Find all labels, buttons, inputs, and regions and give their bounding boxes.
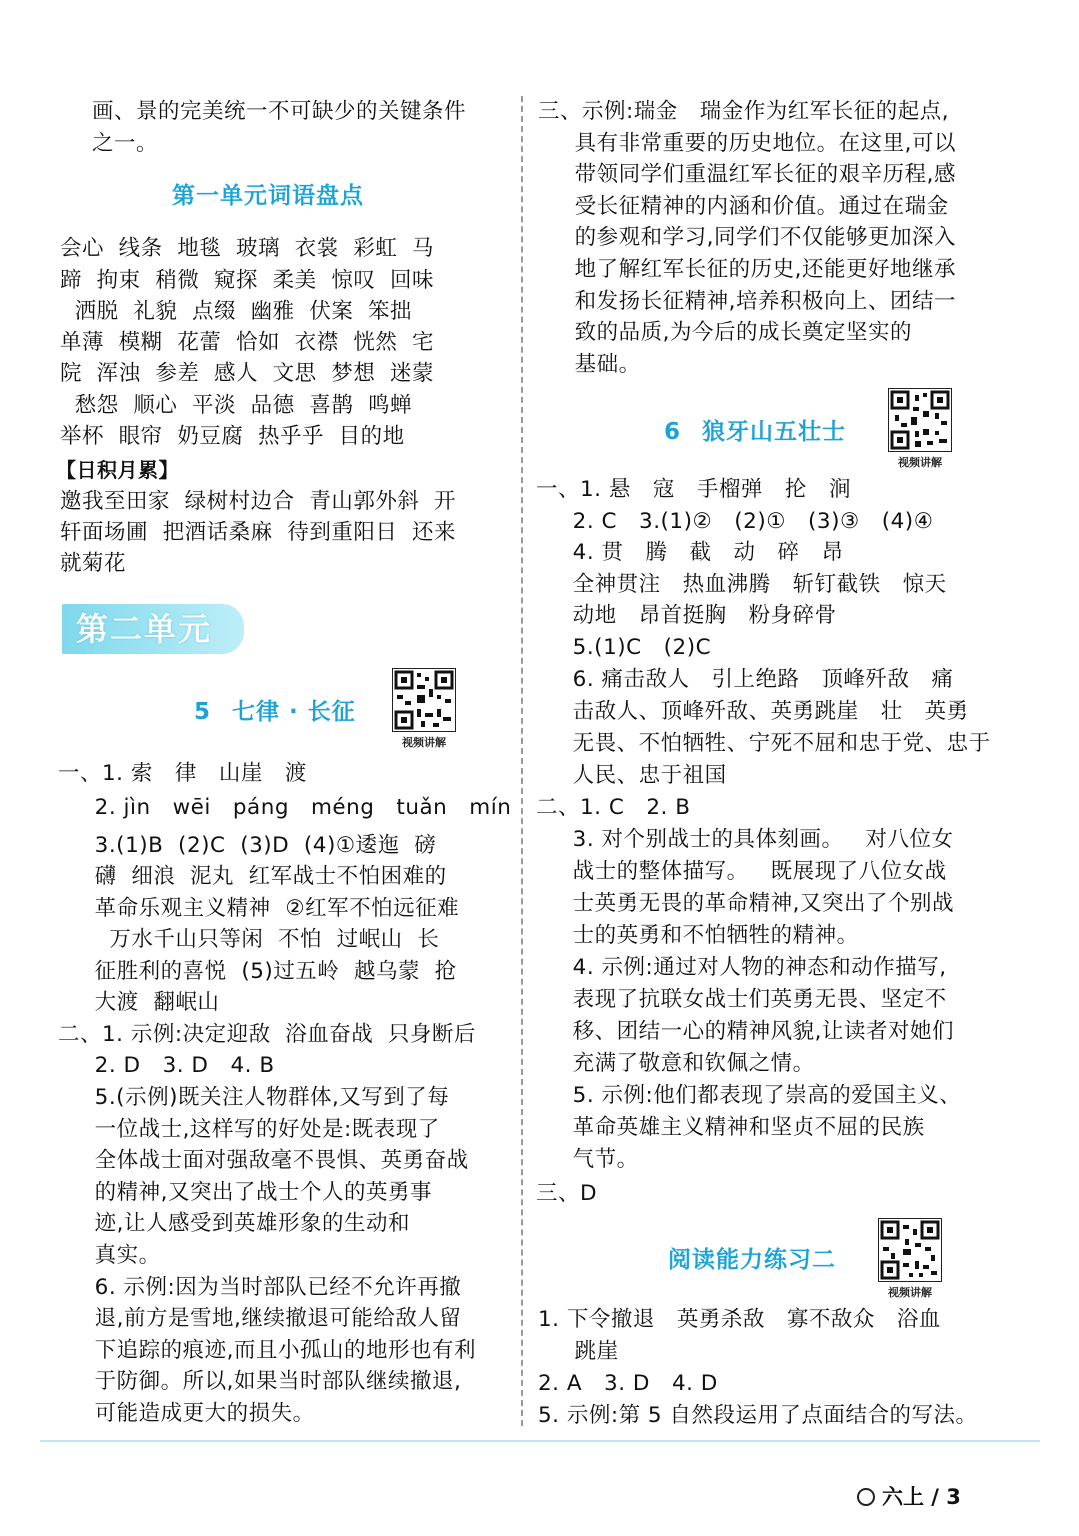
vocab-line: 举杯 眼帘 奶豆腐 热乎乎 目的地 <box>60 424 405 449</box>
answer-line: 大渡 翻岷山 <box>58 990 220 1015</box>
book-badge-icon <box>857 1488 875 1506</box>
answer-line: 一、1. 索 律 山崖 渡 <box>58 761 307 786</box>
answer-line: 全体战士面对强敌毫不畏惧、英勇奋战 <box>58 1148 469 1173</box>
answer-line: 一位战士,这样写的好处是:既表现了 <box>58 1117 440 1142</box>
qr-label: 视频讲解 <box>888 1286 932 1299</box>
vocab-line: 洒脱 礼貌 点缀 幽雅 伏案 笨拙 <box>60 299 413 324</box>
vocab-line: 蹄 拘束 稍微 窥探 柔美 惊叹 回味 <box>60 268 435 293</box>
answer-line: 三、D <box>536 1181 598 1206</box>
qr-code-icon[interactable] <box>888 388 952 452</box>
intro-line: 之一。 <box>92 131 159 156</box>
answer-line: 2. D 3. D 4. B <box>58 1053 275 1078</box>
answer-line: 下追踪的痕迹,而且小孤山的地形也有利 <box>58 1338 477 1363</box>
answer-line: 带领同学们重温红军长征的艰辛历程,感 <box>538 162 957 187</box>
accumulation-title: 【日积月累】 <box>56 458 179 482</box>
answer-line: 5. 示例:他们都表现了崇高的爱国主义、 <box>536 1083 962 1108</box>
answer-line: 受长征精神的内涵和价值。通过在瑞金 <box>538 194 949 219</box>
qr-label: 视频讲解 <box>898 456 942 469</box>
answer-line: 人民、忠于祖国 <box>536 763 727 788</box>
answer-line: 的参观和学习,同学们不仅能够更加深入 <box>538 225 957 250</box>
answer-line: 二、1. 示例:决定迎敌 浴血奋战 只身断后 <box>58 1022 476 1047</box>
answer-line: 3.(1)B (2)C (3)D (4)①逶迤 磅 <box>58 833 437 858</box>
answer-line: 二、1. C 2. B <box>536 795 691 820</box>
answer-line: 2. jìn wēi páng méng tuǎn mín <box>58 795 512 820</box>
answer-line: 5.(示例)既关注人物群体,又写到了每 <box>58 1085 450 1110</box>
answer-line: 6. 示例:因为当时部队已经不允许再撤 <box>58 1275 462 1300</box>
answer-line: 无畏、不怕牺牲、宁死不屈和忠于党、忠于 <box>536 731 991 756</box>
answer-line: 一、1. 悬 寇 手榴弹 抡 涧 <box>536 477 851 502</box>
answer-line: 气节。 <box>536 1147 639 1172</box>
accumulation-line: 轩面场圃 把酒话桑麻 待到重阳日 还来 <box>60 520 457 545</box>
unit-two-banner: 第二单元 <box>62 604 244 654</box>
answer-line: 充满了敬意和钦佩之情。 <box>536 1051 815 1076</box>
answer-line: 征胜利的喜悦 (5)过五岭 越乌蒙 抢 <box>58 959 457 984</box>
answer-line: 万水千山只等闲 不怕 过岷山 长 <box>58 927 440 952</box>
answer-line: 真实。 <box>58 1243 161 1268</box>
bottom-rule <box>40 1440 1040 1442</box>
lesson-6-title: 狼牙山五壮士 <box>702 419 846 445</box>
answer-line: 基础。 <box>538 352 641 377</box>
answer-line: 4. 贯 腾 截 动 碎 昂 <box>536 540 844 565</box>
answer-line: 士的英勇和不怕牺牲的精神。 <box>536 923 859 948</box>
answer-line: 2. C 3.(1)② (2)① (3)③ (4)④ <box>536 509 934 534</box>
vocab-line: 院 浑浊 参差 感人 文思 梦想 迷蒙 <box>60 361 435 386</box>
accumulation-line: 就菊花 <box>60 551 127 576</box>
answer-line: 致的品质,为今后的成长奠定坚实的 <box>538 320 913 345</box>
answer-line: 的精神,又突出了战士个人的英勇事 <box>58 1180 433 1205</box>
answer-line: 4. 示例:通过对人物的神态和动作描写, <box>536 955 947 980</box>
answer-line: 三、示例:瑞金 瑞金作为红军长征的起点, <box>538 99 950 124</box>
lesson-6-number: 6 <box>664 419 682 445</box>
answer-line: 移、团结一心的精神风貌,让读者对她们 <box>536 1019 955 1044</box>
answer-line: 表现了抗联女战士们英勇无畏、坚定不 <box>536 987 947 1012</box>
answer-line: 和发扬长征精神,培养积极向上、团结一 <box>538 289 957 314</box>
answer-line: 5. 示例:第 5 自然段运用了点面结合的写法。 <box>538 1403 978 1428</box>
answer-line: 全神贯注 热血沸腾 斩钉截铁 惊天 <box>536 572 947 597</box>
lesson-5-title: 七律 · 长征 <box>232 699 356 725</box>
answer-line: 战士的整体描写。 既展现了八位女战 <box>536 859 947 884</box>
accumulation-line: 邀我至田家 绿树村边合 青山郭外斜 开 <box>60 489 457 514</box>
answer-line: 地了解红军长征的历史,还能更好地继承 <box>538 257 957 282</box>
answer-line: 具有非常重要的历史地位。在这里,可以 <box>538 131 957 156</box>
answer-line: 士英勇无畏的革命精神,又突出了个别战 <box>536 891 955 916</box>
answer-line: 革命英雄主义精神和坚贞不屈的民族 <box>536 1115 925 1140</box>
answer-line: 革命乐观主义精神 ②红军不怕远征难 <box>58 896 460 921</box>
answer-line: 3. 对个别战士的具体刻画。 对八位女 <box>536 827 954 852</box>
answer-line: 可能造成更大的损失。 <box>58 1401 315 1426</box>
qr-label: 视频讲解 <box>402 736 446 749</box>
answer-line: 1. 下令撤退 英勇杀敌 寡不敌众 浴血 <box>538 1307 941 1332</box>
vocab-line: 会心 线条 地毯 玻璃 衣裳 彩虹 马 <box>60 236 435 261</box>
answer-line: 2. A 3. D 4. D <box>538 1371 718 1396</box>
answer-line: 6. 痛击敌人 引上绝路 顶峰歼敌 痛 <box>536 667 954 692</box>
vocab-title: 第一单元词语盘点 <box>172 183 364 209</box>
answer-line: 退,前方是雪地,继续撤退可能给敌人留 <box>58 1306 462 1331</box>
intro-line: 画、景的完美统一不可缺少的关键条件 <box>92 99 467 124</box>
answer-line: 礴 细浪 泥丸 红军战士不怕困难的 <box>58 864 447 889</box>
answer-line: 于防御。所以,如果当时部队继续撤退, <box>58 1369 462 1394</box>
answer-line: 跳崖 <box>538 1339 619 1364</box>
column-divider <box>521 96 523 1426</box>
reading-practice-title: 阅读能力练习二 <box>668 1247 836 1273</box>
qr-code-icon[interactable] <box>878 1218 942 1282</box>
vocab-line: 单薄 模糊 花蕾 恰如 衣襟 恍然 宅 <box>60 330 435 355</box>
answer-line: 迹,让人感受到英雄形象的生动和 <box>58 1211 411 1236</box>
page-footer: 六上 / 3 <box>882 1485 961 1509</box>
qr-code-icon[interactable] <box>392 668 456 732</box>
vocab-line: 愁怨 顺心 平淡 品德 喜鹊 鸣蝉 <box>60 393 413 418</box>
answer-line: 5.(1)C (2)C <box>536 635 712 660</box>
answer-line: 动地 昂首挺胸 粉身碎骨 <box>536 603 837 628</box>
answer-line: 击敌人、顶峰歼敌、英勇跳崖 壮 英勇 <box>536 699 969 724</box>
lesson-5-number: 5 <box>194 699 212 725</box>
